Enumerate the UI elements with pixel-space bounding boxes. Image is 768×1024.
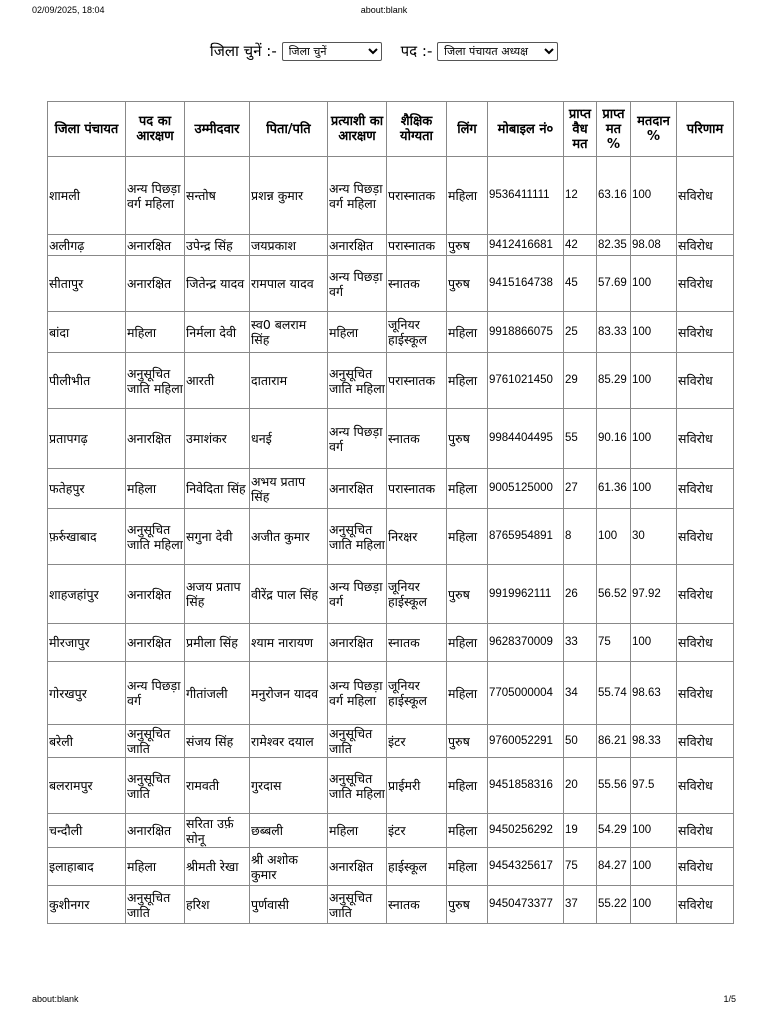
table-cell: अनारक्षित (126, 256, 185, 312)
table-row (48, 469, 734, 509)
table-cell: अन्य पिछड़ा वर्ग (328, 256, 387, 312)
table-cell: 9628370009 (488, 624, 564, 662)
table-cell: निवेदिता सिंह (185, 469, 250, 509)
column-header: मोबाइल नं० (488, 102, 564, 157)
table-cell: अनारक्षित (126, 565, 185, 624)
table-cell: 8765954891 (488, 509, 564, 565)
table-cell: श्रीमती रेखा (185, 848, 250, 886)
table-cell: अनुसूचित जाति महिला (328, 509, 387, 565)
table-cell: अनुसूचित जाति (126, 886, 185, 924)
column-header: उम्मीदवार (185, 102, 250, 157)
table-cell: 55 (564, 409, 597, 469)
table-cell: 100 (631, 256, 677, 312)
column-header: प्राप्त मत % (597, 102, 631, 157)
table-cell: सविरोध (677, 353, 734, 409)
table-row (48, 758, 734, 814)
table-cell: 100 (631, 157, 677, 235)
table-row (48, 814, 734, 848)
table-cell: पुरुष (447, 256, 488, 312)
table-cell: 98.33 (631, 725, 677, 758)
table-cell: उमाशंकर (185, 409, 250, 469)
table-cell: 7705000004 (488, 662, 564, 725)
table-cell: महिला (126, 848, 185, 886)
table-cell: अन्य पिछड़ा वर्ग (126, 662, 185, 725)
table-cell: मनुरोजन यादव (250, 662, 328, 725)
column-header: मतदान % (631, 102, 677, 157)
table-row (48, 353, 734, 409)
table-cell: 55.22 (597, 886, 631, 924)
table-cell: परास्नातक (387, 469, 447, 509)
table-cell: सविरोध (677, 312, 734, 353)
table-cell: 63.16 (597, 157, 631, 235)
table-cell: गोरखपुर (48, 662, 126, 725)
table-cell: सविरोध (677, 565, 734, 624)
table-cell: महिला (447, 624, 488, 662)
table-cell: इंटर (387, 814, 447, 848)
table-cell: सविरोध (677, 886, 734, 924)
table-cell: प्रमीला सिंह (185, 624, 250, 662)
table-cell: 34 (564, 662, 597, 725)
table-cell: 20 (564, 758, 597, 814)
table-cell: इलाहाबाद (48, 848, 126, 886)
column-header: परिणाम (677, 102, 734, 157)
table-cell: धनई (250, 409, 328, 469)
table-cell: 19 (564, 814, 597, 848)
table-cell: गीतांजली (185, 662, 250, 725)
table-cell: 85.29 (597, 353, 631, 409)
table-cell: पुरुष (447, 886, 488, 924)
table-cell: प्रतापगढ़ (48, 409, 126, 469)
column-header: पिता/पति (250, 102, 328, 157)
table-cell: 57.69 (597, 256, 631, 312)
table-cell: 54.29 (597, 814, 631, 848)
table-cell: सविरोध (677, 624, 734, 662)
table-cell: परास्नातक (387, 235, 447, 256)
table-cell: 97.5 (631, 758, 677, 814)
table-cell: 83.33 (597, 312, 631, 353)
table-cell: 9454325617 (488, 848, 564, 886)
table-cell: फ़र्रुखाबाद (48, 509, 126, 565)
print-datetime: 02/09/2025, 18:04 (32, 5, 105, 15)
table-cell: अन्य पिछड़ा वर्ग महिला (328, 662, 387, 725)
table-cell: अन्य पिछड़ा वर्ग (328, 565, 387, 624)
table-cell: सविरोध (677, 235, 734, 256)
table-cell: 8 (564, 509, 597, 565)
table-cell: हरिश (185, 886, 250, 924)
table-cell: बांदा (48, 312, 126, 353)
table-cell: महिला (328, 312, 387, 353)
table-cell: सविरोध (677, 814, 734, 848)
column-header: जिला पंचायत (48, 102, 126, 157)
table-cell: परास्नातक (387, 157, 447, 235)
table-cell: पुर्णवासी (250, 886, 328, 924)
table-cell: उपेन्द्र सिंह (185, 235, 250, 256)
table-cell: महिला (447, 157, 488, 235)
table-row (48, 509, 734, 565)
column-header: प्राप्त वैध मत (564, 102, 597, 157)
table-cell: प्राईमरी (387, 758, 447, 814)
table-cell: शाहजहांपुर (48, 565, 126, 624)
table-cell: सरिता उर्फ़ सोनू (185, 814, 250, 848)
table-cell: स्नातक (387, 624, 447, 662)
table-cell: महिला (447, 353, 488, 409)
page-number: 1/5 (723, 994, 736, 1004)
table-row (48, 565, 734, 624)
table-cell: 9451858316 (488, 758, 564, 814)
table-cell: अन्य पिछड़ा वर्ग महिला (126, 157, 185, 235)
table-cell: सविरोध (677, 758, 734, 814)
table-cell: 100 (631, 886, 677, 924)
table-cell: स्नातक (387, 256, 447, 312)
table-cell: 33 (564, 624, 597, 662)
table-cell: 42 (564, 235, 597, 256)
table-cell: 56.52 (597, 565, 631, 624)
table-cell: अनारक्षित (328, 235, 387, 256)
table-cell: 9450473377 (488, 886, 564, 924)
table-cell: निरक्षर (387, 509, 447, 565)
results-table (47, 101, 734, 924)
column-header: शैक्षिक योग्यता (387, 102, 447, 157)
table-cell: पुरुष (447, 565, 488, 624)
table-cell: सविरोध (677, 256, 734, 312)
table-cell: 27 (564, 469, 597, 509)
table-cell: अनुसूचित जाति (126, 758, 185, 814)
table-cell: 9450256292 (488, 814, 564, 848)
table-cell: 9536411111 (488, 157, 564, 235)
table-cell: अनारक्षित (328, 848, 387, 886)
table-cell: अजीत कुमार (250, 509, 328, 565)
table-cell: स्नातक (387, 409, 447, 469)
district-label: जिला चुनें :- (209, 42, 277, 60)
table-cell: 9412416681 (488, 235, 564, 256)
table-cell: पुरुष (447, 409, 488, 469)
table-cell: सविरोध (677, 469, 734, 509)
table-cell: रामेश्वर दयाल (250, 725, 328, 758)
table-cell: इंटर (387, 725, 447, 758)
table-cell: स्नातक (387, 886, 447, 924)
table-cell: 100 (631, 814, 677, 848)
table-cell: बरेली (48, 725, 126, 758)
table-cell: 100 (631, 353, 677, 409)
table-cell: 26 (564, 565, 597, 624)
table-cell: अनुसूचित जाति महिला (126, 509, 185, 565)
table-cell: अनारक्षित (126, 624, 185, 662)
table-cell: 9760052291 (488, 725, 564, 758)
table-cell: अलीगढ़ (48, 235, 126, 256)
table-cell: रामवती (185, 758, 250, 814)
table-cell: 82.35 (597, 235, 631, 256)
table-cell: 37 (564, 886, 597, 924)
table-cell: अनारक्षित (328, 624, 387, 662)
table-cell: पुरुष (447, 725, 488, 758)
table-cell: अनुसूचित जाति महिला (126, 353, 185, 409)
table-row (48, 624, 734, 662)
table-cell: सविरोध (677, 725, 734, 758)
table-cell: अन्य पिछड़ा वर्ग महिला (328, 157, 387, 235)
table-cell: 50 (564, 725, 597, 758)
table-cell: वीरेंद्र पाल सिंह (250, 565, 328, 624)
table-cell: महिला (126, 312, 185, 353)
table-cell: अनुसूचित जाति महिला (328, 758, 387, 814)
table-cell: 61.36 (597, 469, 631, 509)
table-cell: मीरजापुर (48, 624, 126, 662)
table-cell: 45 (564, 256, 597, 312)
table-cell: 90.16 (597, 409, 631, 469)
print-url: about:blank (360, 5, 408, 15)
table-cell: परास्नातक (387, 353, 447, 409)
table-cell: अनारक्षित (328, 469, 387, 509)
table-cell: 100 (631, 624, 677, 662)
table-cell: अनुसूचित जाति (126, 725, 185, 758)
table-cell: सविरोध (677, 848, 734, 886)
table-cell: 75 (597, 624, 631, 662)
table-row (48, 725, 734, 758)
table-cell: 29 (564, 353, 597, 409)
table-cell: 86.21 (597, 725, 631, 758)
table-cell: संजय सिंह (185, 725, 250, 758)
table-cell: 84.27 (597, 848, 631, 886)
filter-bar (0, 41, 768, 61)
table-body (48, 157, 734, 924)
table-row (48, 848, 734, 886)
table-cell: आरती (185, 353, 250, 409)
table-cell: 100 (597, 509, 631, 565)
table-cell: सविरोध (677, 409, 734, 469)
table-cell: 100 (631, 848, 677, 886)
table-cell: सन्तोष (185, 157, 250, 235)
table-cell: 12 (564, 157, 597, 235)
column-header: पद का आरक्षण (126, 102, 185, 157)
table-cell: जूनियर हाईस्कूल (387, 662, 447, 725)
table-cell: अन्य पिछड़ा वर्ग (328, 409, 387, 469)
table-cell: महिला (328, 814, 387, 848)
table-cell: 9984404495 (488, 409, 564, 469)
table-row (48, 157, 734, 235)
table-cell: बलरामपुर (48, 758, 126, 814)
table-cell: महिला (447, 758, 488, 814)
table-cell: फतेहपुर (48, 469, 126, 509)
table-cell: 100 (631, 312, 677, 353)
post-label: पद :- (400, 42, 433, 60)
table-cell: 9761021450 (488, 353, 564, 409)
table-cell: महिला (447, 312, 488, 353)
table-cell: अनुसूचित जाति (328, 886, 387, 924)
table-cell: महिला (447, 509, 488, 565)
table-cell: 75 (564, 848, 597, 886)
footer-url: about:blank (32, 994, 79, 1004)
header-row (48, 102, 734, 157)
table-cell: अनारक्षित (126, 814, 185, 848)
table-cell: महिला (447, 814, 488, 848)
table-cell: अनुसूचित जाति (328, 725, 387, 758)
table-cell: प्रशन्न कुमार (250, 157, 328, 235)
table-row (48, 409, 734, 469)
table-cell: पीलीभीत (48, 353, 126, 409)
table-cell: अजय प्रताप सिंह (185, 565, 250, 624)
table-cell: 30 (631, 509, 677, 565)
table-cell: दाताराम (250, 353, 328, 409)
table-cell: जयप्रकाश (250, 235, 328, 256)
table-cell: महिला (126, 469, 185, 509)
table-cell: 100 (631, 409, 677, 469)
table-cell: जूनियर हाईस्कूल (387, 565, 447, 624)
column-header: प्रत्याशी का आरक्षण (328, 102, 387, 157)
table-cell: हाईस्कूल (387, 848, 447, 886)
table-cell: पुरुष (447, 235, 488, 256)
district-select[interactable] (282, 42, 382, 61)
table-cell: 100 (631, 469, 677, 509)
table-cell: सगुना देवी (185, 509, 250, 565)
table-cell: 98.08 (631, 235, 677, 256)
table-cell: अनारक्षित (126, 235, 185, 256)
table-cell: 25 (564, 312, 597, 353)
table-cell: 98.63 (631, 662, 677, 725)
table-cell: अनुसूचित जाति महिला (328, 353, 387, 409)
table-cell: जितेन्द्र यादव (185, 256, 250, 312)
table-row (48, 886, 734, 924)
table-cell: चन्दौली (48, 814, 126, 848)
table-row (48, 662, 734, 725)
table-cell: श्याम नारायण (250, 624, 328, 662)
table-cell: 9005125000 (488, 469, 564, 509)
table-cell: निर्मला देवी (185, 312, 250, 353)
table-cell: गुरदास (250, 758, 328, 814)
column-header: लिंग (447, 102, 488, 157)
table-cell: श्री अशोक कुमार (250, 848, 328, 886)
table-cell: शामली (48, 157, 126, 235)
table-cell: 97.92 (631, 565, 677, 624)
post-select[interactable] (437, 42, 558, 61)
table-cell: 55.56 (597, 758, 631, 814)
table-cell: 9415164738 (488, 256, 564, 312)
table-cell: 9918866075 (488, 312, 564, 353)
table-cell: अनारक्षित (126, 409, 185, 469)
table-cell: सविरोध (677, 509, 734, 565)
table-cell: महिला (447, 848, 488, 886)
table-cell: महिला (447, 469, 488, 509)
table-cell: महिला (447, 662, 488, 725)
table-cell: 55.74 (597, 662, 631, 725)
table-cell: अभय प्रताप सिंह (250, 469, 328, 509)
table-row (48, 235, 734, 256)
table-cell: जूनियर हाईस्कूल (387, 312, 447, 353)
table-row (48, 256, 734, 312)
table-row (48, 312, 734, 353)
table-cell: सविरोध (677, 157, 734, 235)
table-cell: रामपाल यादव (250, 256, 328, 312)
table-cell: सीतापुर (48, 256, 126, 312)
table-cell: 9919962111 (488, 565, 564, 624)
table-cell: कुशीनगर (48, 886, 126, 924)
table-cell: छब्बली (250, 814, 328, 848)
table-cell: स्व0 बलराम सिंह (250, 312, 328, 353)
table-cell: सविरोध (677, 662, 734, 725)
